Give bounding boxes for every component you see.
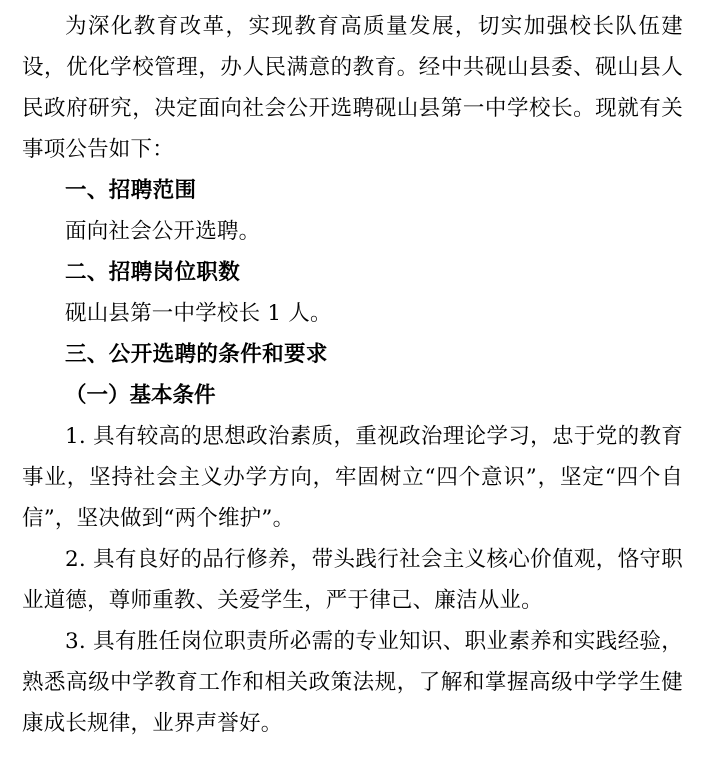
condition-item-2: 2. 具有良好的品行修养，带头践行社会主义核心价值观，恪守职业道德，尊师重教、关爱学生，严于律己、廉洁从业。 bbox=[22, 547, 683, 613]
section-heading-1: 一、招聘范围 bbox=[65, 178, 197, 203]
section-body-2: 砚山县第一中学校长 1 人。 bbox=[65, 301, 332, 326]
section-body-1: 面向社会公开选聘。 bbox=[65, 219, 261, 244]
section-heading-3: 三、公开选聘的条件和要求 bbox=[65, 342, 328, 367]
condition-item-1: 1. 具有较高的思想政治素质，重视政治理论学习，忠于党的教育事业，坚持社会主义办学方向，牢固树立“四个意识”，坚定“四个自信”，坚决做到“两个维护”。 bbox=[22, 424, 683, 531]
condition-item-3: 3. 具有胜任岗位职责所必需的专业知识、职业素养和实践经验，熟悉高级中学教育工作和相关政策法规，了解和掌握高级中学学生健康成长规律，业界声誉好。 bbox=[22, 629, 683, 736]
section-heading-2: 二、招聘岗位职数 bbox=[65, 260, 241, 285]
intro-paragraph: 为深化教育改革，实现教育高质量发展，切实加强校长队伍建设，优化学校管理，办人民满意的教育。经中共砚山县委、砚山县人民政府研究，决定面向社会公开选聘砚山县第一中学校长。现就有关事项公告如下： bbox=[22, 14, 683, 162]
subsection-heading-1: （一）基本条件 bbox=[65, 383, 216, 408]
